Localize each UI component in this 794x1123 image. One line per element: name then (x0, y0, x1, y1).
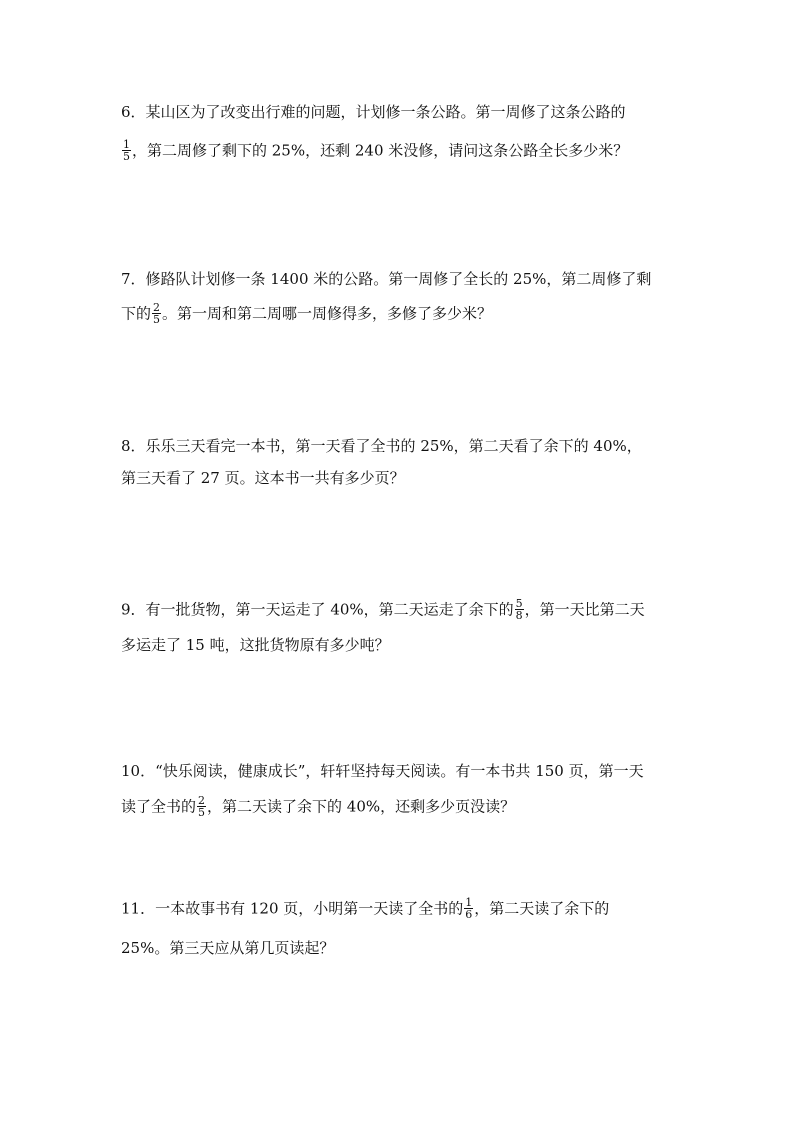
fraction-numerator: 2 (153, 301, 161, 314)
problem-text: 。第一周和第二周哪一周修得多，多修了多少米？ (162, 304, 493, 323)
problem-line (121, 138, 629, 163)
fraction (464, 897, 473, 920)
fraction-denominator: 5 (198, 806, 206, 819)
problem-text: ，第二天读了余下的 (474, 899, 610, 918)
fraction-denominator: 5 (153, 313, 161, 326)
problem-text: 25%。第三天应从第几页读起？ (121, 939, 335, 957)
problem-text: ，第一天比第二天 (524, 600, 645, 619)
fraction-numerator: 1 (465, 896, 473, 909)
problem-line (121, 597, 645, 622)
problem-line (121, 436, 642, 456)
fraction-numerator: 2 (198, 794, 206, 807)
problem-line (121, 761, 644, 781)
problem-text: 7．修路队计划修一条 1400 米的公路。第一周修了全长的 25%，第二周修了剩 (121, 270, 652, 288)
problem-text: ，第二周修了剩下的 25%，还剩 240 米没修，请问这条公路全长多少米？ (132, 141, 629, 160)
problem-text: 9．有一批货物，第一天运走了 40%，第二天运走了余下的 (121, 600, 514, 619)
problem-text: 11．一本故事书有 120 页，小明第一天读了全书的 (121, 899, 464, 918)
problem-text: 第三天看了 27 页。这本书一共有多少页？ (121, 469, 405, 487)
fraction (515, 598, 524, 621)
problem-text: 10．“快乐阅读，健康成长”，轩轩坚持每天阅读。有一本书共 150 页，第一天 (121, 762, 644, 780)
problem-text: 多运走了 15 吨，这批货物原有多少吨？ (121, 636, 390, 654)
fraction-denominator: 5 (123, 150, 130, 163)
problem-line (121, 635, 390, 655)
fraction (152, 302, 161, 325)
fraction-denominator: 8 (515, 609, 523, 622)
fraction-denominator: 6 (465, 908, 473, 921)
problem-text: 读了全书的 (121, 797, 197, 816)
problem-text: 8．乐乐三天看完一本书，第一天看了全书的 25%，第二天看了余下的 40%， (121, 437, 642, 455)
problem-line (121, 896, 610, 921)
problem-line (121, 269, 651, 289)
fraction-numerator: 5 (515, 597, 523, 610)
problem-line (121, 938, 334, 958)
problem-text: ，第二天读了余下的 40%，还剩多少页没读？ (207, 797, 516, 816)
problem-line (121, 794, 516, 819)
problem-line (121, 468, 405, 488)
problem-line (121, 301, 493, 326)
problem-text: 6．某山区为了改变出行难的问题，计划修一条公路。第一周修了这条公路的 (121, 103, 626, 121)
problem-line (121, 102, 626, 122)
fraction (197, 795, 206, 818)
fraction (122, 139, 131, 162)
fraction-numerator: 1 (123, 138, 130, 151)
problem-text: 下的 (121, 304, 152, 323)
